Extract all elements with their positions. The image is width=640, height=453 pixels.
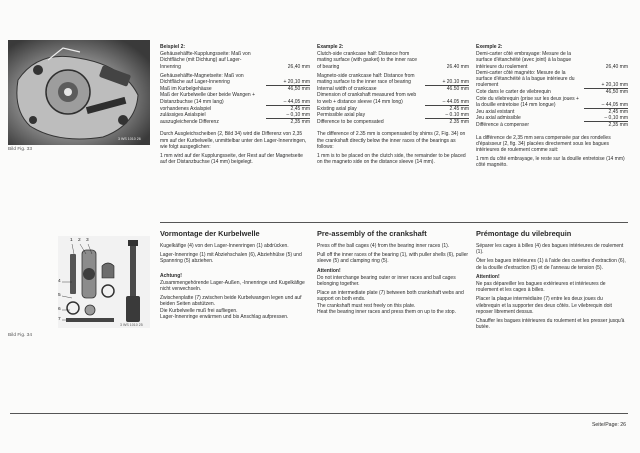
example-de-row: vorhandenes Axialspiel 2,45 mm [160,105,310,112]
example-en-row: Difference to be compensated 2.35 mm [317,119,469,126]
example-fr-row: Différence à compenser 2,35 mm [476,122,628,129]
preassembly-fr-attention-title: Attention! [476,273,500,280]
example-en-paragraph: 1 mm is to be placed on the clutch side, the remainder to be placed on the magneto side on the distance sleeve (14 mm). [317,153,466,166]
figure-34-photo [58,236,150,328]
example-en-row: Dimension of crankshaft measured from web to web + distance sleeve (14 mm long) – 44.05 mm [317,92,469,105]
example-fr-paragraph: La différence de 2,35 mm sera compensée par des rondelles d'épaisseur (2, fig. 34) placées directement sous les bagues intérieures de roulement comme suit: [476,134,611,154]
preassembly-de-attention-title: Achtung! [160,272,182,279]
example-de-paragraph: Durch Ausgleichscheiben (2, Bild 34) wird die Differenz von 2,35 mm auf der Kurbelwelle, unmittelbar unter den Lager-Innenringen, wie folgt ausgeglichen: [160,131,307,150]
example-fr-title: Exemple 2: [476,44,503,50]
example-fr-row: Demi-carter côté embrayage: Mesure de la surface d'étanchéité (avec joint) à la bague intérieure du roulement 26,40 mm [476,51,628,70]
preassembly-en-attention: Heat the bearing inner races and press them on up to the stop. [317,308,456,315]
example-de-row: Maß im Kurbelgehäuse 46,50 mm [160,86,310,93]
figure-34-callout: 6 [58,307,61,312]
preassembly-de-attention: Zwischenplatte (7) zwischen beide Kurbelwangen legen und auf beiden Seiten abstützen. [160,295,302,308]
preassembly-fr-column [476,243,628,330]
preassembly-en-attention-title: Attention! [317,267,341,274]
preassembly-fr-paragraph: Ôter les bagues intérieures (1) à l'aide des cuvettes d'extraction (6), de la douille d'extraction (5) et de l'anneau de tension (5). [476,258,626,271]
example-fr-paragraph: 1 mm du côté embrayage, le reste sur la douille entretoise (14 mm) côté magnéto. [476,156,625,169]
example-fr-row: Jeu axial existant 2,45 mm [476,109,628,116]
preassembly-de-paragraph: Lager-Innenringe (1) mit Abziehschalen (6), Abziehhülse (5) und Spannring (5) abziehen. [160,252,302,265]
example-en-row: Clutch-side crankcase half: Distance from mating surface (with gasket) to the inner race of bearing 26.40 mm [317,51,469,70]
figure-34-callout: 3 [86,238,89,243]
example-fr-row: Cote dans le carter de vilebrequin 46,50 mm [476,89,628,96]
figure-34-caption: Bild Fig. 34 [8,333,32,338]
preassembly-fr-title: Prémontage du vilebrequin [476,229,572,238]
figure-34-callout: 7 [58,317,61,322]
preassembly-de-attention: Die Kurbelwelle muß frei aufliegen. [160,307,238,314]
example-de-row: Gehäusehälfte-Magnetseite: Maß von Dichtfläche auf Lager-Innenring + 20,10 mm [160,72,310,86]
preassembly-de-paragraph: Kugelkäfige (4) von den Lager-Innenringen (1) abdrücken. [160,243,289,249]
preassembly-en-column [317,243,469,315]
figure-34-callout: 2 [78,238,81,243]
preassembly-fr-attention: Placer la plaque intermédiaire (7) entre les deux joues du vilebrequin et la supporter des deux côtés. Le vilebrequin doit reposer librement dessus. [476,296,612,315]
figure-34-callout: 5 [58,293,61,298]
preassembly-fr-attention: Chauffer les bagues intérieures du roulement et les presser jusqu'à butée. [476,318,625,331]
page-number: Seite/Page: 26 [591,422,626,428]
preassembly-de-attention: Lager-Innenringe erwärmen und bis Anschlag aufpressen. [160,313,289,320]
section-divider [160,222,628,223]
example-en-row: Magneto-side crankcase half: Distance from mating surface to the inner race of bearing + 20.10 mm [317,72,469,86]
preassembly-en-attention: Place an intermediate plate (7) between both crankshaft webs and support on both ends. [317,290,464,303]
footer-rule [10,413,628,414]
preassembly-fr-attention: Ne pas dépareiller les bagues extérieures et intérieures de roulement et les cages à billes. [476,281,606,294]
example-en-column [317,44,469,168]
figure-33-stamp: 3 WS 1010 26 [118,137,141,141]
example-fr-row: Demi-carter côté magnéto: Mesure de la surface d'étanchéité à la bague intérieure du roulement + 20,10 mm [476,69,628,89]
example-fr-column [476,44,628,172]
example-en-row: Permissible axial play – 0.10 mm [317,112,469,119]
example-en-row: Existing axial play 2.45 mm [317,105,469,112]
example-de-column [160,44,310,168]
example-de-paragraph: 1 mm wird auf der Kupplungsseite, der Rest auf der Magnetseite auf der Distanzbuchse (14 mm) beigelegt. [160,153,303,166]
example-de-row: zulässiges Axialspiel – 0,10 mm [160,112,310,119]
example-en-paragraph: The difference of 2.35 mm is compensated by shims (2, Fig. 34) on the crankshaft directly below the inner races of the bearings as follows: [317,131,466,150]
preassembly-en-title: Pre-assembly of the crankshaft [317,229,427,238]
preassembly-en-attention: The crankshaft must rest freely on this plate. [317,302,416,309]
preassembly-en-paragraph: Pull off the inner races of the bearing (1), with puller shells (6), puller sleeve (5) and clamping ring (5). [317,252,469,265]
example-fr-row: Cote du vilebrequin (prise sur les deux joues + la douille entretoise (14 mm longue) – 44,05 mm [476,95,628,108]
preassembly-de-attention: Zusammengehörende Lager-Außen, -Innenringe und Kugelkäfige nicht verwechseln. [160,279,305,293]
example-de-row: auszugleichende Differenz 2,35 mm [160,119,310,126]
preassembly-de-title: Vormontage der Kurbelwelle [160,229,260,238]
preassembly-en-paragraph: Press off the ball cages (4) from the bearing inner races (1). [317,243,450,249]
figure-33-photo [8,40,150,145]
example-de-title: Beispiel 2: [160,44,186,50]
figure-34-callout: 1 [70,238,73,243]
example-en-title: Example 2: [317,44,344,50]
preassembly-en-attention: Do not interchange bearing outer or inner races and ball cages belonging together. [317,274,456,288]
preassembly-de-column [160,243,310,320]
figure-33-caption: Bild Fig. 33 [8,147,32,152]
figure-34-callout: 4 [58,279,61,284]
example-en-row: Internal width of crankcase 46.50 mm [317,86,469,93]
example-de-row: Gehäusehälfte-Kupplungsseite: Maß von Dichtfläche (mit Dichtung) auf Lager-Innenring 26,40 mm [160,51,310,70]
example-fr-row: Jeu axial admissible – 0,10 mm [476,115,628,122]
example-de-row: Maß der Kurbelwelle über beide Wangen + Distanzbuchse (14 mm lang) – 44,05 mm [160,92,310,105]
preassembly-fr-paragraph: Séparer les cages à billes (4) des bagues intérieures de roulement (1). [476,243,624,256]
figure-34-stamp: 3 WS 1010 25 [120,323,143,327]
